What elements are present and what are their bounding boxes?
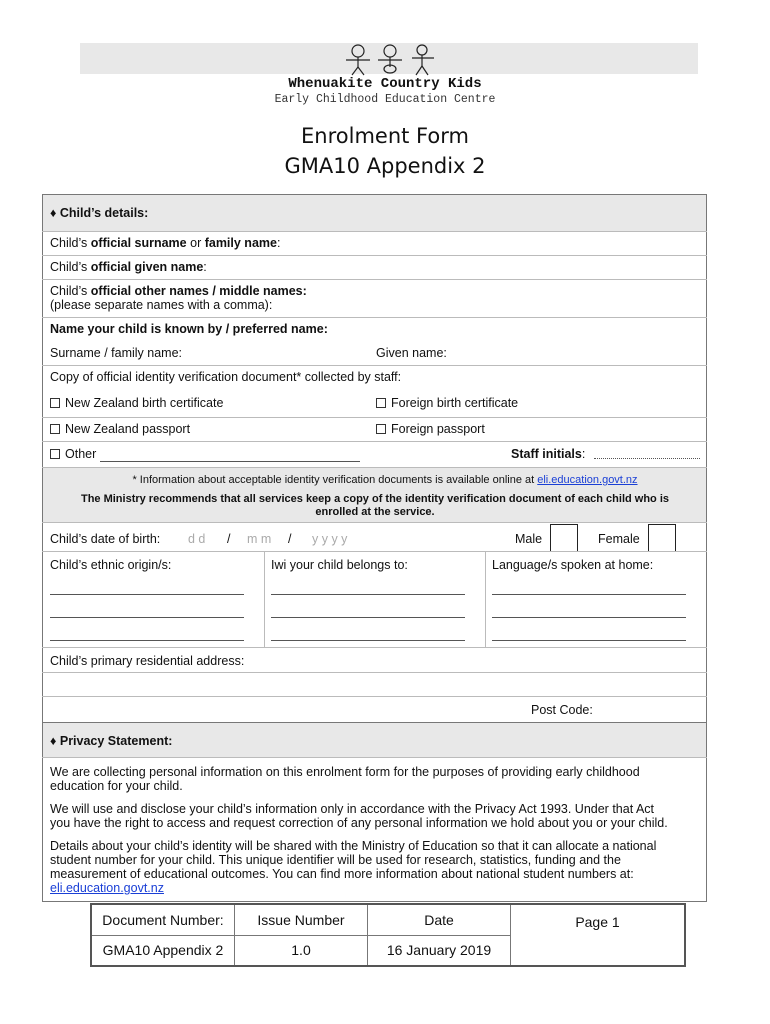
text: * Information about acceptable identity verification documents is available online at	[132, 474, 538, 486]
privacy-p1-line2: education for your child.	[50, 779, 183, 793]
checkbox-icon[interactable]	[50, 424, 60, 434]
divider	[42, 417, 707, 418]
female-label: Female	[598, 532, 640, 546]
dob-label: Child’s date of birth:	[50, 532, 161, 546]
privacy-p3-line3: measurement of educational outcomes. You can find more information about national student numbers at:	[50, 867, 634, 881]
privacy-p1-line1: We are collecting personal information on this enrolment form for the purposes of providing early childhood	[50, 765, 640, 779]
divider	[42, 231, 707, 232]
value-document-number: GMA10 Appendix 2	[91, 935, 235, 966]
language-line[interactable]	[492, 617, 686, 618]
text: New Zealand passport	[65, 422, 191, 436]
text: :	[276, 236, 281, 250]
divider	[42, 522, 707, 523]
checkbox-icon[interactable]	[376, 424, 386, 434]
privacy-p3-line1: Details about your child’s identity will be shared with the Ministry of Education so that it can allocate a national	[50, 839, 657, 853]
header-issue-number: Issue Number	[235, 904, 368, 935]
checkbox-icon[interactable]	[50, 398, 60, 408]
text: official other names / middle names:	[90, 284, 307, 298]
ethnic-line[interactable]	[50, 640, 244, 641]
org-subtitle: Early Childhood Education Centre	[274, 93, 496, 106]
male-label: Male	[515, 532, 543, 546]
divider	[42, 441, 707, 442]
text: New Zealand birth certificate	[65, 396, 224, 410]
copy-doc-label: Copy of official identity verification document* collected by staff:	[50, 370, 402, 384]
value-issue-number: 1.0	[235, 935, 368, 966]
iwi-line[interactable]	[271, 594, 465, 595]
text: Child’s	[50, 284, 91, 298]
stick-children-logo-icon	[340, 42, 440, 76]
male-checkbox[interactable]	[550, 524, 578, 552]
dob-day[interactable]: d d	[188, 532, 206, 546]
dob-year[interactable]: y y y y	[312, 532, 348, 546]
language-line[interactable]	[492, 594, 686, 595]
org-name: Whenuakite Country Kids	[288, 76, 482, 92]
text: Staff initials	[511, 447, 582, 461]
iwi-line[interactable]	[271, 617, 465, 618]
divider	[42, 255, 707, 256]
divider	[42, 365, 707, 366]
text: Foreign passport	[391, 422, 485, 436]
text: official surname	[90, 236, 187, 250]
ethnic-line[interactable]	[50, 617, 244, 618]
option-foreign-passport[interactable]	[376, 422, 485, 436]
ethnic-line[interactable]	[50, 594, 244, 595]
given-name-label[interactable]	[50, 260, 207, 274]
checkbox-icon[interactable]	[376, 398, 386, 408]
pref-given-label[interactable]: Given name:	[376, 346, 447, 360]
text: official given name	[90, 260, 204, 274]
text: Other	[65, 447, 97, 461]
nsn-link[interactable]: eli.education.govt.nz	[50, 881, 164, 895]
child-section-title: ♦ Child’s details:	[50, 206, 149, 220]
option-nz-birth-cert[interactable]	[50, 396, 223, 410]
iwi-label: Iwi your child belongs to:	[271, 558, 408, 572]
other-names-note: (please separate names with a comma):	[50, 298, 273, 312]
text: family name	[204, 236, 277, 250]
divider	[42, 551, 707, 552]
post-code-label[interactable]: Post Code:	[531, 703, 593, 717]
document-info-table	[90, 903, 686, 967]
col-divider	[264, 551, 265, 647]
dob-month[interactable]: m m	[247, 532, 272, 546]
text: Foreign birth certificate	[391, 396, 519, 410]
text: Child’s	[50, 236, 91, 250]
ministry-note-2: enrolled at the service.	[315, 506, 435, 518]
dob-slash: /	[288, 532, 292, 546]
header-document-number: Document Number:	[91, 904, 235, 935]
privacy-p2-line1: We will use and disclose your child’s information only in accordance with the Privacy Act 1993. Under that Act	[50, 802, 655, 816]
table-row	[91, 904, 685, 935]
divider	[42, 279, 707, 280]
female-checkbox[interactable]	[648, 524, 676, 552]
address-label: Child’s primary residential address:	[50, 654, 245, 668]
text: :	[581, 447, 586, 461]
privacy-p2-line2: you have the right to access and request correction of any personal information we hold about you or your child.	[50, 816, 668, 830]
iwi-line[interactable]	[271, 640, 465, 641]
ethnic-label: Child’s ethnic origin/s:	[50, 558, 172, 572]
form-title: Enrolment Form	[301, 124, 469, 148]
text: Child’s	[50, 260, 91, 274]
checkbox-icon[interactable]	[50, 449, 60, 459]
divider	[42, 672, 707, 673]
other-line[interactable]	[100, 461, 360, 462]
divider	[42, 696, 707, 697]
ministry-note-1: The Ministry recommends that all services keep a copy of the identity verification document of each child who is	[80, 493, 670, 505]
option-foreign-birth-cert[interactable]	[376, 396, 518, 410]
known-as-label: Name your child is known by / preferred name:	[50, 322, 328, 336]
language-line[interactable]	[492, 640, 686, 641]
divider	[42, 647, 707, 648]
privacy-p3-line2: student number for your child. This unique identifier will be used for research, statistics, funding and the	[50, 853, 621, 867]
divider	[42, 317, 707, 318]
eli-link[interactable]: eli.education.govt.nz	[537, 474, 638, 486]
page-number: Page 1	[511, 904, 686, 966]
surname-label[interactable]	[50, 236, 280, 250]
staff-initials-label	[511, 447, 585, 461]
option-other[interactable]	[50, 447, 96, 461]
header-date: Date	[368, 904, 511, 935]
form-subtitle: GMA10 Appendix 2	[284, 154, 486, 178]
pref-surname-label[interactable]: Surname / family name:	[50, 346, 182, 360]
info-note	[0, 474, 770, 486]
col-divider	[485, 551, 486, 647]
staff-initials-line[interactable]	[594, 458, 700, 459]
privacy-section-title: ♦ Privacy Statement:	[50, 734, 173, 748]
dob-slash: /	[227, 532, 231, 546]
text: :	[203, 260, 207, 274]
divider	[42, 757, 707, 758]
other-names-label[interactable]	[50, 284, 307, 298]
option-nz-passport[interactable]	[50, 422, 190, 436]
language-label: Language/s spoken at home:	[492, 558, 654, 572]
text: or	[186, 236, 205, 250]
value-date: 16 January 2019	[368, 935, 511, 966]
